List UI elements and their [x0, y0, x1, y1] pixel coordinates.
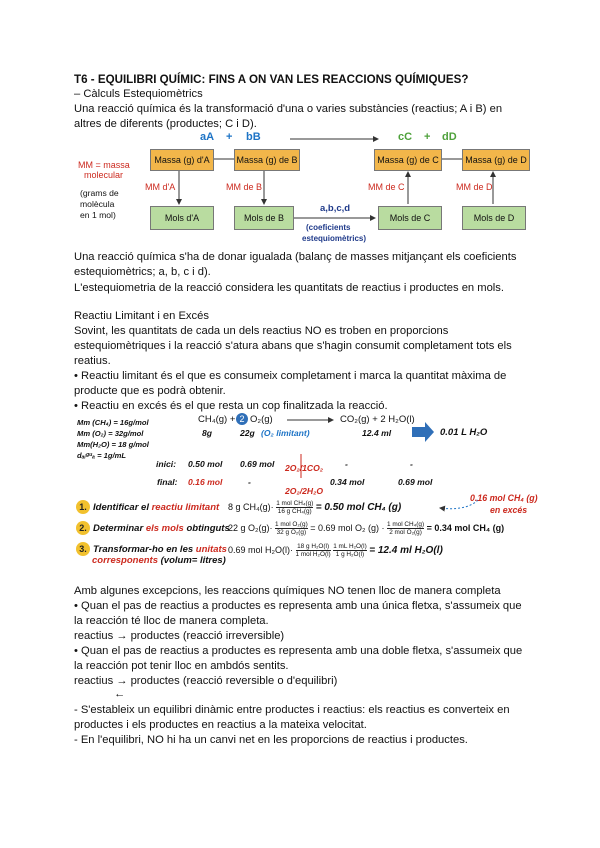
mm-c-label: MM de C [368, 182, 405, 192]
step-1 [76, 500, 219, 514]
eq-result: = 0.34 mol CH₄ (g) [426, 522, 505, 533]
reverse-arrow: ← [114, 688, 126, 700]
row-label-final: final: [157, 477, 178, 487]
paragraph-line: Amb algunes excepcions, les reaccions químiques NO tenen lloc de manera completa [74, 585, 501, 597]
intro-line-2: altres de diferents (productes; C i D). [74, 118, 257, 130]
coef-aA: aA [200, 131, 215, 143]
final-o2: - [248, 477, 251, 487]
paragraph-line: estequiomètriques i la reacció s'atura abans que s'hagin consumit completament tots els [74, 340, 512, 352]
reaction-irreversible: reactius → productes (reacció irreversible) [74, 630, 285, 642]
paragraph-line: Una reacció química s'ha de donar igualada (balanç de masses mitjançant els coeficients [74, 251, 517, 263]
section-heading-calculs: – Càlculs Estequiomètrics [74, 88, 203, 100]
step-2 [76, 521, 230, 535]
mm-a-label: MM d'A [145, 182, 176, 192]
ratio-o2-h2o: 2O₂/2H₂O [285, 486, 324, 496]
final-co2: 0.34 mol [330, 477, 365, 487]
plus-sign: + [226, 131, 233, 143]
mols-c-box: Mols de C [378, 206, 442, 230]
eq-term: 0.69 mol H₂O(l)· [228, 544, 294, 555]
plus-sign: + [424, 131, 431, 143]
excess-note: en excés [490, 505, 528, 515]
reactant-o2: O₂(g) [250, 414, 273, 425]
intro-line-1: Una reacció química és la transformació d'una o varies substàncies (reactius; A i B) en [74, 103, 503, 115]
mols-d-box: Mols de D [462, 206, 526, 230]
final-h2o: 0.69 mol [398, 477, 433, 487]
molar-mass-ch4: Mm (CH₄) = 16g/mol [77, 418, 149, 427]
page-title: T6 - EQUILIBRI QUÍMIC: FINS A ON VAN LES REACCIONS QUÍMIQUES? [74, 73, 469, 86]
paragraph-line: Sovint, les quantitats de cada un dels reactius NO es troben en proporcions [74, 325, 449, 337]
coef-dD: dD [442, 131, 457, 143]
mm-b-label: MM de B [226, 182, 263, 192]
reactant-ch4: CH₄(g) + [198, 414, 236, 425]
water-volume-ml: 12.4 ml [362, 428, 392, 438]
bullet-line: • Reactiu limitant és el que es consumeix completament i marca la quantitat màxima de [74, 370, 507, 382]
conversion-fraction: $\frac{\text{18 g H₂O(l)}}{\text{1 mol H₂O(l)}}$ [295, 543, 331, 558]
step-text: Determinar [93, 523, 146, 534]
mm-d-label: MM de D [456, 182, 493, 192]
step-highlight: reactiu limitant [151, 502, 220, 513]
bullet-line: producte que es podrà obtenir. [74, 385, 226, 397]
o2-limiting-note: (O₂ limitant) [261, 428, 310, 438]
bullet-line: • Quan el pas de reactius a productes es representa amb una única fletxa, s'assumeix que [74, 600, 522, 612]
bullet-line: la reacción té lloc de manera completa. [74, 615, 269, 627]
mass-ch4: 8g [202, 428, 213, 438]
reaction-reversible: reactius → productes (reacció reversible o d'equilibri) [74, 675, 338, 687]
conversion-fraction: $\frac{\text{1 mol CH₄(g)}}{\text{16 g CH₄(g)}}$ [276, 500, 314, 515]
products: CO₂(g) + 2 H₂O(l) [340, 414, 415, 425]
grams-note: molècula [80, 199, 115, 209]
paragraph-line: L'estequiometria de la reacció considera les quantitats de reactius i productes en mols. [74, 282, 504, 294]
conversion-fraction: $\frac{\text{1 mol O₂(g)}}{\text{32 g O₂(g)}}$ [275, 521, 308, 536]
coef-bB: bB [246, 131, 261, 143]
grams-note: en 1 mol) [80, 210, 116, 220]
step-number: 3. [76, 542, 90, 556]
bullet-line: • Quan el pas de reactius a productes es representa amb una doble fletxa, s'assumeix que [74, 645, 523, 657]
step-text: (volum= litres) [158, 555, 226, 566]
coefficients-label: a,b,c,d [320, 203, 351, 214]
dash-line: - En l'equilibri, NO hi ha un canvi net en les proporcions de reactius i productes. [74, 734, 468, 746]
equation-2 [228, 521, 504, 536]
paragraph-line: reatius. [74, 355, 111, 367]
inici-ch4: 0.50 mol [188, 459, 223, 469]
inici-co2: - [345, 459, 348, 469]
final-ch4: 0.16 mol [188, 477, 223, 487]
step-highlight: corresponents [92, 555, 158, 566]
coef-cC: cC [398, 131, 413, 143]
water-volume-l: 0.01 L H₂O [440, 427, 488, 438]
o2-coefficient: 2 [236, 413, 248, 425]
bullet-line: la reacción pot tenir lloc en ambdós sentits. [74, 660, 289, 672]
eq-term: 8 g CH₄(g)· [228, 501, 274, 512]
step-text: obtinguts [183, 523, 230, 534]
equation-3 [228, 543, 443, 558]
eq-result: = 12.4 ml H₂O(l) [369, 544, 443, 556]
mm-label: molecular [84, 170, 124, 180]
molar-mass-h2o: Mm(H₂O) = 18 g/mol [77, 440, 149, 449]
mols-b-box: Mols de B [234, 206, 294, 230]
step-highlight: els mols [145, 523, 184, 534]
step-number: 1. [76, 500, 90, 514]
mm-label: MM = massa [78, 160, 130, 170]
massa-d-box: Massa (g) de D [462, 149, 530, 171]
section-heading-limitant: Reactiu Limitant i en Excés [74, 310, 209, 322]
grams-note: (grams de [80, 188, 119, 198]
molar-mass-o2: Mm (O₂) = 32g/mol [77, 429, 144, 438]
dash-line: - S'estableix un equilibri dinàmic entre productes i reactius: els reactius es converteix en [74, 704, 510, 716]
step-3 [76, 542, 227, 556]
ratio-o2-co2: 2O₂/1CO₂ [285, 463, 324, 473]
conversion-fraction: $\frac{\text{1 mol CH₄(g)}}{\text{2 mol O₂(g)}}$ [387, 521, 425, 536]
step-text: Transformar-ho en les [93, 544, 196, 555]
inici-h2o: - [410, 459, 413, 469]
mass-o2: 22g [240, 428, 255, 438]
coefficients-note: (coeficients [306, 223, 351, 232]
coefficients-note: estequiomètrics) [302, 234, 367, 243]
mols-a-box: Mols d'A [150, 206, 214, 230]
step-number: 2. [76, 521, 90, 535]
massa-a-box: Massa (g) d'A [150, 149, 214, 171]
step-highlight: unitats [195, 544, 227, 555]
dash-line: productes i els productes en reactius a la mateixa velocitat. [74, 719, 367, 731]
eq-term: = 0.69 mol O₂ (g) · [310, 522, 385, 533]
step-3-line-2 [92, 555, 226, 566]
bullet-line: • Reactiu en excés és el que resta un cop finalitzada la reacció. [74, 400, 388, 412]
excess-note: 0.16 mol CH₄ (g) [470, 493, 538, 503]
massa-c-box: Massa (g) de C [374, 149, 442, 171]
step-text: Identificar el [93, 502, 152, 513]
water-density: dₐᵢᵍᵘₐ = 1g/mL [77, 451, 126, 460]
equation-1 [228, 500, 401, 515]
conversion-fraction: $\frac{\text{1 mL H₂O(l)}}{\text{1 g H₂O(l)}}$ [333, 543, 367, 558]
inici-o2: 0.69 mol [240, 459, 275, 469]
eq-term: 22 g O₂(g)· [228, 522, 273, 533]
massa-b-box: Massa (g) de B [234, 149, 300, 171]
eq-result: = 0.50 mol CH₄ (g) [315, 501, 402, 513]
paragraph-line: estequiomètrics; a, b, c i d). [74, 266, 211, 278]
row-label-inici: inici: [156, 459, 177, 469]
